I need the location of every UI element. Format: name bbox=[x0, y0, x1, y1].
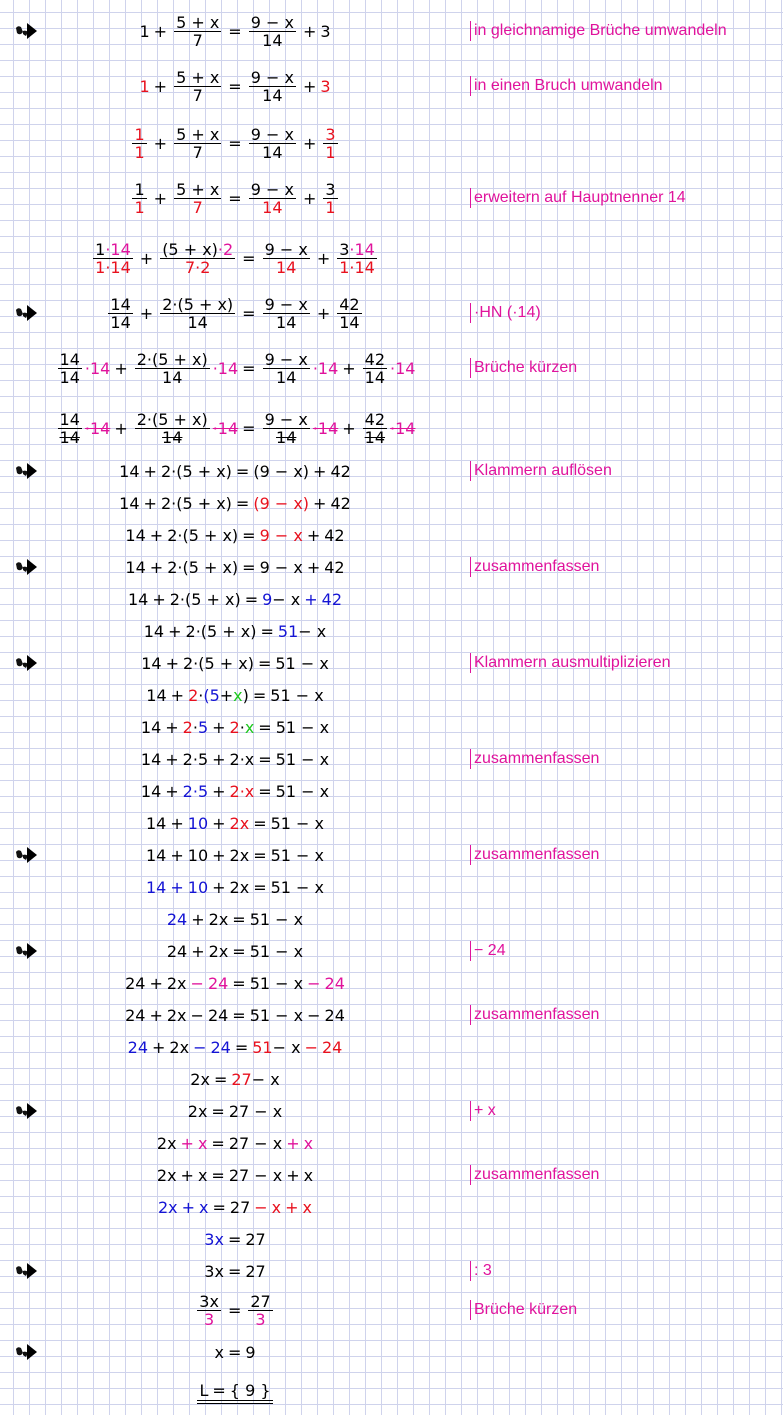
step-annotation: Klammern auflösen bbox=[470, 461, 612, 481]
equation: $\frac{14}{14}$ + $\frac{2\cdot(5 + x)}{14}$ = $\frac{9 - x}{14}$ + $\frac{42}{14}$ bbox=[110, 294, 360, 332]
step-annotation: erweitern auf Hauptnenner 14 bbox=[470, 188, 686, 208]
step-row bbox=[0, 615, 783, 647]
step-row bbox=[0, 239, 783, 277]
step-row bbox=[0, 967, 783, 999]
step-annotation: zusammenfassen bbox=[470, 749, 599, 769]
step-row bbox=[0, 1223, 783, 1255]
step-annotation: − 24 bbox=[470, 941, 506, 961]
equation: $\frac{1}{1}$ + $\frac{5 + x}{7}$ = $\frac{9 - x}{14}$ + $\frac{3}{1}$ bbox=[134, 179, 336, 217]
equation: 2x + x = 27 − x + x bbox=[157, 1197, 313, 1217]
equation: 24 + 2x − 24 = 51 − x − 24 bbox=[125, 973, 345, 993]
equation: 14 + 2·5 + 2·x = 51 − x bbox=[140, 781, 330, 801]
step-row bbox=[0, 294, 783, 332]
step-annotation: zusammenfassen bbox=[470, 1165, 599, 1185]
equation: 3x = 27 bbox=[204, 1229, 266, 1249]
step-annotation: Brüche kürzen bbox=[470, 1300, 577, 1320]
equation: 14 + 2·(5 + x) = 51 − x bbox=[141, 653, 329, 673]
step-row bbox=[0, 1031, 783, 1063]
step-annotation: zusammenfassen bbox=[470, 557, 599, 577]
equation: $\frac{3x}{3}$ = $\frac{27}{3}$ bbox=[199, 1291, 271, 1329]
step-row bbox=[0, 455, 783, 487]
step-row bbox=[0, 1159, 783, 1191]
step-annotation: zusammenfassen bbox=[470, 1005, 599, 1025]
step-row bbox=[0, 583, 783, 615]
equation: 2x + x = 27 − x + x bbox=[156, 1133, 314, 1153]
equation: 14 + 10 + 2x = 51 − x bbox=[146, 813, 324, 833]
step-row bbox=[0, 679, 783, 711]
equation: 1 + $\frac{5 + x}{7}$ = $\frac{9 - x}{14}$ + 3 bbox=[139, 67, 331, 105]
equation: $\frac{14}{14}$ ·14 + $\frac{2\cdot(5 + x)}{14}$ ·14 = $\frac{9 - x}{14}$ ·14 + $\frac{42}{14}$ ·14 bbox=[59, 349, 416, 387]
step-row bbox=[0, 807, 783, 839]
equation: 24 + 2x − 24 = 51 − x − 24 bbox=[127, 1037, 343, 1057]
step-annotation: in einen Bruch umwandeln bbox=[470, 76, 663, 96]
step-annotation: ·HN (·14) bbox=[470, 303, 541, 323]
step-annotation: zusammenfassen bbox=[470, 845, 599, 865]
step-row bbox=[0, 999, 783, 1031]
equation: 2x = 27 − x bbox=[190, 1069, 280, 1089]
step-annotation: : 3 bbox=[470, 1261, 492, 1281]
step-row bbox=[0, 775, 783, 807]
step-row bbox=[0, 1191, 783, 1223]
equation: 3x = 27 bbox=[204, 1261, 266, 1281]
step-row bbox=[0, 179, 783, 217]
step-annotation: Brüche kürzen bbox=[470, 358, 577, 378]
step-annotation: in gleichnamige Brüche umwandeln bbox=[470, 21, 727, 41]
step-row bbox=[0, 1291, 783, 1329]
equation: 14 + 10 + 2x = 51 − x bbox=[146, 877, 324, 897]
equation: $\frac{14}{14}$ ·14 + $\frac{2\cdot(5 + x)}{14}$ ·14 = $\frac{9 - x}{14}$ ·14 + $\frac{42}{14}$ ·14 bbox=[59, 409, 416, 447]
step-row bbox=[0, 12, 783, 50]
step-row bbox=[0, 903, 783, 935]
step-annotation: Klammern ausmultiplizieren bbox=[470, 653, 671, 673]
equation: x = 9 bbox=[214, 1342, 256, 1362]
equation: 14 + 2 · (5 + x ) = 51 − x bbox=[146, 685, 324, 705]
equation: 14 + 2·(5 + x) = 9 − x + 42 bbox=[127, 589, 343, 609]
step-row bbox=[0, 487, 783, 519]
equation: 24 + 2x = 51 − x bbox=[166, 909, 304, 929]
step-row bbox=[0, 1127, 783, 1159]
equation: 14 + 2·(5 + x) = (9 − x) + 42 bbox=[119, 493, 351, 513]
step-row bbox=[0, 409, 783, 447]
equation: 14 + 2 · 5 + 2 · x = 51 − x bbox=[140, 717, 330, 737]
equation: 14 + 2·(5 + x) = (9 − x) + 42 bbox=[119, 461, 351, 481]
equation: $\frac{1}{1}$ + $\frac{5 + x}{7}$ = $\frac{9 - x}{14}$ + $\frac{3}{1}$ bbox=[134, 124, 336, 162]
step-row bbox=[0, 711, 783, 743]
equation: 24 + 2x = 51 − x bbox=[166, 941, 304, 961]
equation: 24 + 2x − 24 = 51 − x − 24 bbox=[125, 1005, 345, 1025]
equation: 14 + 10 + 2x = 51 − x bbox=[146, 845, 324, 865]
equation: 14 + 2·(5 + x) = 51 − x bbox=[143, 621, 327, 641]
equation: 14 + 2·(5 + x) = 9 − x + 42 bbox=[125, 525, 345, 545]
step-row bbox=[0, 349, 783, 387]
equation: L = { 9 } bbox=[0, 1376, 470, 1408]
step-row bbox=[0, 935, 783, 967]
step-row bbox=[0, 1063, 783, 1095]
equation: 1 + $\frac{5 + x}{7}$ = $\frac{9 - x}{14}$ + 3 bbox=[139, 12, 331, 50]
step-row bbox=[0, 871, 783, 903]
equation: $\frac{1\cdot 14}{1\cdot 14}$ + $\frac{(5 + x)\cdot 2}{7\cdot 2}$ = $\frac{9 - x}{14}$ + $\frac{3\cdot 14}{1\cdot 14}$ bbox=[95, 239, 375, 277]
step-row bbox=[0, 1336, 783, 1368]
equation: 14 + 2·(5 + x) = 9 − x + 42 bbox=[125, 557, 345, 577]
step-row bbox=[0, 839, 783, 871]
step-row bbox=[0, 1376, 783, 1408]
step-row bbox=[0, 1255, 783, 1287]
equation: 14 + 2·5 + 2·x = 51 − x bbox=[140, 749, 330, 769]
step-row bbox=[0, 124, 783, 162]
step-row bbox=[0, 551, 783, 583]
step-row bbox=[0, 647, 783, 679]
step-row bbox=[0, 67, 783, 105]
equation: 2x = 27 − x bbox=[187, 1101, 283, 1121]
step-annotation: + x bbox=[470, 1101, 496, 1121]
step-row bbox=[0, 743, 783, 775]
step-row bbox=[0, 519, 783, 551]
step-row bbox=[0, 1095, 783, 1127]
equation: 2x + x = 27 − x + x bbox=[156, 1165, 314, 1185]
